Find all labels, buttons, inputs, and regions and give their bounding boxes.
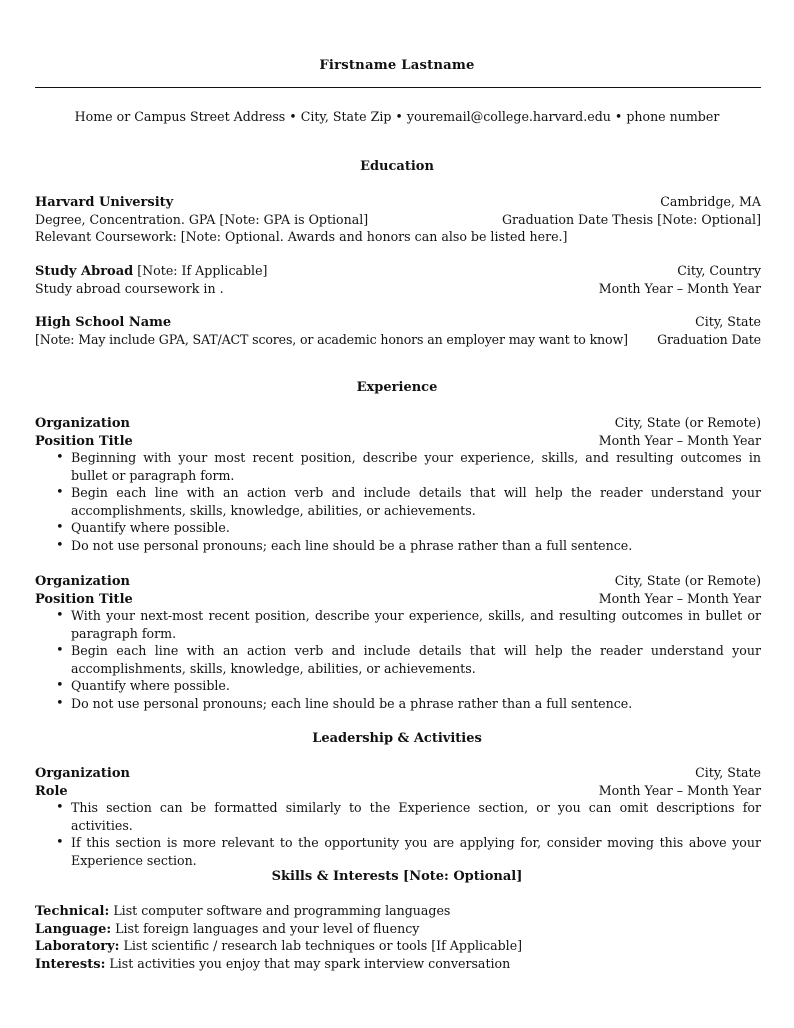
bullet-item: • Beginning with your most recent position, describe your experience, skills, and resulting outcomes in bullet or paragraph form.	[35, 449, 761, 484]
skill-label: Technical:	[35, 904, 110, 919]
contact-email: youremail@college.harvard.edu	[406, 109, 611, 124]
organization-location: City, State	[695, 765, 761, 780]
bullet-separator: •	[614, 109, 623, 124]
experience-bullets	[35, 449, 761, 554]
bullet-item: • With your next-most recent position, describe your experience, skills, and resulting outcomes in bullet or paragraph form.	[35, 607, 761, 642]
contact-phone: phone number	[626, 109, 720, 124]
skills-list	[35, 902, 761, 972]
education-study-abroad	[35, 262, 761, 297]
organization-location: City, State (or Remote)	[614, 415, 761, 430]
section-title-skills: Skills & Interests [Note: Optional]	[271, 869, 523, 884]
section-title-leadership: Leadership & Activities	[312, 731, 482, 746]
high-school-name: High School Name	[35, 315, 172, 330]
graduation-date: Graduation Date Thesis [Note: Optional]	[502, 211, 761, 227]
experience-entry	[35, 414, 761, 554]
skill-label: Laboratory:	[35, 939, 120, 954]
organization-name: Organization	[35, 766, 130, 781]
skill-row	[35, 920, 761, 938]
contact-address: Home or Campus Street Address	[74, 109, 286, 124]
skill-text: List computer software and programming languages	[113, 903, 451, 918]
organization-location: City, State (or Remote)	[614, 573, 761, 588]
study-abroad-note: [Note: If Applicable]	[137, 263, 268, 278]
resume-name: Firstname Lastname	[319, 58, 475, 73]
experience-bullets	[35, 607, 761, 712]
degree-line: Degree, Concentration. GPA [Note: GPA is Optional]	[35, 211, 369, 227]
position-dates: Month Year – Month Year	[598, 590, 761, 606]
study-abroad-location: City, Country	[677, 263, 761, 278]
skill-label: Interests:	[35, 956, 106, 972]
school-name: Harvard University	[35, 195, 174, 210]
bullet-item: • This section can be formatted similarly to the Experience section, or you can omit descriptions for activities.	[35, 799, 761, 834]
bullet-separator: •	[289, 109, 297, 124]
school-location: Cambridge, MA	[660, 194, 761, 209]
role-dates: Month Year – Month Year	[598, 782, 761, 798]
skill-row	[35, 902, 761, 920]
contact-line	[0, 108, 794, 126]
bullet-item: • If this section is more relevant to the opportunity you are applying for, consider moving this above your Experience section.	[35, 834, 761, 869]
position-title: Position Title	[35, 591, 133, 607]
skill-text: List activities you enjoy that may spark interview conversation	[109, 955, 511, 971]
position-title: Position Title	[35, 433, 133, 449]
high-school-note: [Note: May include GPA, SAT/ACT scores, or academic honors an employer may want to know]	[35, 331, 628, 347]
header-divider	[35, 87, 761, 88]
skill-label: Language:	[35, 921, 112, 937]
skill-row	[35, 955, 761, 973]
bullet-item: • Quantify where possible.	[35, 677, 761, 695]
education-harvard	[35, 193, 761, 246]
education-high-school	[35, 313, 761, 348]
bullet-item: • Do not use personal pronouns; each line should be a phrase rather than a full sentence.	[35, 695, 761, 713]
skill-text: List scientific / research lab techniques or tools [If Applicable]	[123, 938, 523, 953]
leadership-bullets	[35, 799, 761, 869]
role-title: Role	[35, 783, 68, 799]
bullet-separator: •	[395, 109, 403, 124]
section-title-experience: Experience	[356, 380, 438, 395]
high-school-location: City, State	[695, 314, 761, 329]
high-school-graduation: Graduation Date	[657, 331, 761, 347]
leadership-entry	[35, 764, 761, 869]
organization-name: Organization	[35, 574, 130, 589]
study-abroad-name: Study Abroad	[35, 264, 134, 279]
study-abroad-coursework: Study abroad coursework in .	[35, 280, 224, 296]
contact-city: City, State Zip	[300, 109, 392, 124]
bullet-item: • Quantify where possible.	[35, 519, 761, 537]
section-title-education: Education	[360, 159, 434, 174]
relevant-coursework: Relevant Coursework: [Note: Optional. Awards and honors can also be listed here.]	[35, 229, 568, 244]
organization-name: Organization	[35, 416, 130, 431]
position-dates: Month Year – Month Year	[598, 432, 761, 448]
skill-row	[35, 937, 761, 955]
skill-text: List foreign languages and your level of fluency	[115, 920, 420, 936]
study-abroad-dates: Month Year – Month Year	[598, 280, 761, 296]
bullet-item: • Begin each line with an action verb and include details that will help the reader understand your accomplishments, skills, knowledge, abilities, or achievements.	[35, 642, 761, 677]
experience-entry	[35, 572, 761, 712]
bullet-item: • Do not use personal pronouns; each line should be a phrase rather than a full sentence.	[35, 537, 761, 555]
bullet-item: • Begin each line with an action verb and include details that will help the reader understand your accomplishments, skills, knowledge, abilities, or achievements.	[35, 484, 761, 519]
